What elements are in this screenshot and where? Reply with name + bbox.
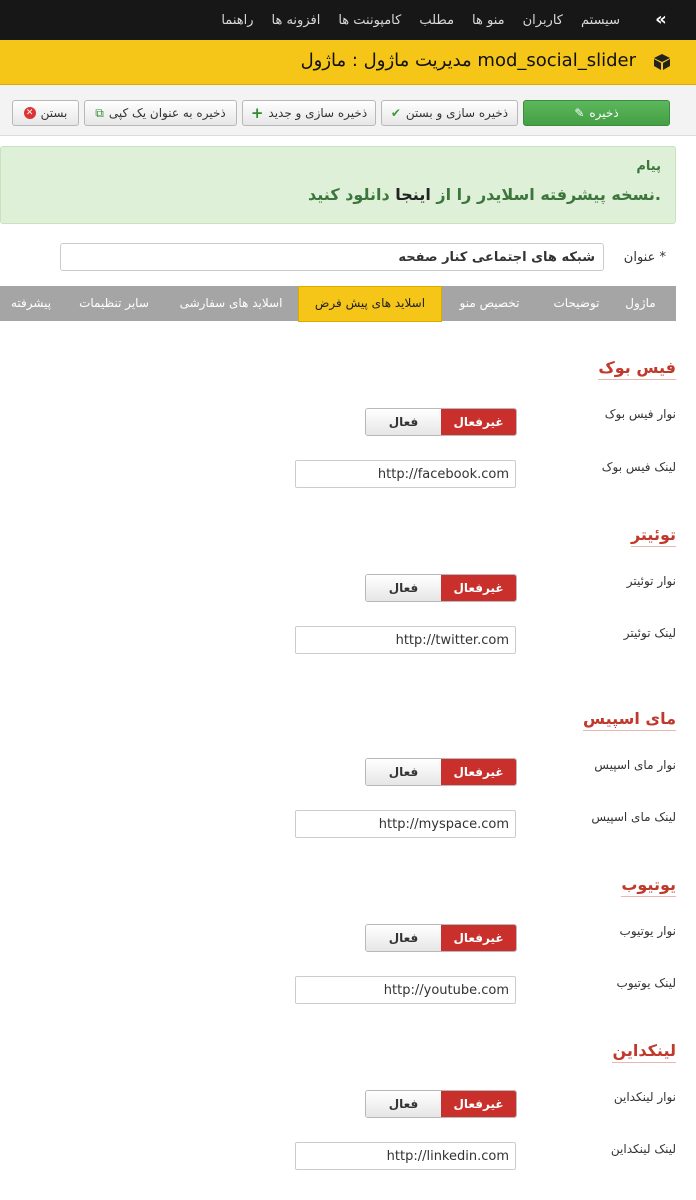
tab-description[interactable]: توضیحات — [553, 296, 600, 310]
section-title: لینکداین — [612, 1041, 676, 1063]
close-icon: ✕ — [24, 107, 36, 119]
toggle-off[interactable]: غیرفعال — [441, 925, 516, 951]
twitter-link-input[interactable] — [295, 626, 516, 654]
facebook-bar-toggle[interactable] — [365, 408, 517, 436]
toggle-off[interactable]: غیرفعال — [441, 575, 516, 601]
save-button[interactable] — [523, 100, 670, 126]
link-label: لینک فیس بوک — [601, 460, 676, 474]
main-menu — [221, 0, 620, 40]
title-input[interactable] — [60, 243, 604, 271]
link-label: لینک یوتیوب — [616, 976, 676, 990]
tab-bar — [0, 286, 676, 321]
myspace-bar-toggle[interactable] — [365, 758, 517, 786]
toggle-on[interactable]: فعال — [366, 409, 441, 435]
link-label: لینک مای اسپیس — [591, 810, 676, 824]
toggle-on[interactable]: فعال — [366, 575, 441, 601]
save-close-label: ذخیره سازی و بستن — [405, 106, 509, 120]
alert-text — [308, 185, 661, 204]
cube-icon — [652, 52, 672, 72]
close-label: بستن — [40, 106, 68, 120]
tab-menu-assignment[interactable]: تخصیص منو — [459, 296, 520, 310]
check-icon: ✔ — [390, 106, 401, 120]
page-header — [0, 40, 696, 85]
plus-icon: + — [250, 104, 264, 122]
section-title: فیس بوک — [598, 358, 676, 380]
linkedin-bar-toggle[interactable] — [365, 1090, 517, 1118]
tab-other-settings[interactable]: سایر تنظیمات — [79, 296, 149, 310]
toggle-on[interactable]: فعال — [366, 925, 441, 951]
bar-label: نوار مای اسپیس — [594, 758, 676, 772]
menu-menus[interactable]: منو ها — [472, 12, 505, 28]
myspace-link-input[interactable] — [295, 810, 516, 838]
page-title: مدیریت ماژول : ماژول mod_social_slider — [300, 50, 636, 71]
alert-text-before: نسخه پیشرفته اسلایدر را از — [436, 185, 655, 204]
toolbar — [0, 85, 696, 136]
youtube-link-input[interactable] — [295, 976, 516, 1004]
top-navbar — [0, 0, 696, 40]
save-button-label: ذخیره — [589, 106, 619, 120]
download-link[interactable]: اینجا — [395, 185, 431, 204]
tab-default-slides[interactable]: اسلاید های پیش فرض — [298, 286, 442, 322]
save-new-label: ذخیره سازی و جدید — [268, 106, 368, 120]
toggle-on[interactable]: فعال — [366, 759, 441, 785]
menu-components[interactable]: کامپوننت ها — [338, 12, 402, 28]
tab-advanced[interactable]: پیشرفته — [10, 296, 52, 310]
toggle-off[interactable]: غیرفعال — [441, 1091, 516, 1117]
save-close-button[interactable] — [381, 100, 518, 126]
edit-icon: ✎ — [574, 106, 585, 120]
toggle-off[interactable]: غیرفعال — [441, 759, 516, 785]
save-copy-label: ذخیره به عنوان یک کپی — [108, 106, 226, 120]
alert-text-after: دانلود کنید. — [308, 185, 661, 204]
menu-users[interactable]: کاربران — [522, 12, 563, 28]
alert-message — [0, 146, 676, 224]
tab-module[interactable]: ماژول — [625, 296, 656, 310]
linkedin-link-input[interactable] — [295, 1142, 516, 1170]
close-button[interactable] — [12, 100, 79, 126]
bar-label: نوار لینکداین — [613, 1090, 676, 1104]
section-title: توئیتر — [631, 525, 676, 547]
toggle-on[interactable]: فعال — [366, 1091, 441, 1117]
toggle-off[interactable]: غیرفعال — [441, 409, 516, 435]
menu-content[interactable]: مطلب — [419, 12, 455, 28]
facebook-link-input[interactable] — [295, 460, 516, 488]
bar-label: نوار توئیتر — [626, 574, 676, 588]
alert-heading: پیام — [636, 159, 661, 174]
joomla-logo-icon[interactable]: « — [655, 9, 667, 30]
bar-label: نوار یوتیوب — [619, 924, 676, 938]
section-title: مای اسپیس — [583, 709, 676, 731]
title-label: عنوان * — [623, 250, 666, 265]
section-title: یوتیوب — [621, 875, 676, 897]
twitter-bar-toggle[interactable] — [365, 574, 517, 602]
menu-help[interactable]: راهنما — [221, 12, 254, 28]
bar-label: نوار فیس بوک — [604, 407, 676, 421]
link-label: لینک لینکداین — [610, 1142, 676, 1156]
link-label: لینک توئیتر — [623, 626, 676, 640]
menu-system[interactable]: سیستم — [581, 12, 620, 28]
copy-icon: ⧉ — [95, 106, 104, 120]
tab-custom-slides[interactable]: اسلاید های سفارشی — [179, 296, 283, 310]
save-new-button[interactable] — [242, 100, 376, 126]
youtube-bar-toggle[interactable] — [365, 924, 517, 952]
menu-extensions[interactable]: افزونه ها — [271, 12, 321, 28]
save-as-copy-button[interactable] — [84, 100, 237, 126]
